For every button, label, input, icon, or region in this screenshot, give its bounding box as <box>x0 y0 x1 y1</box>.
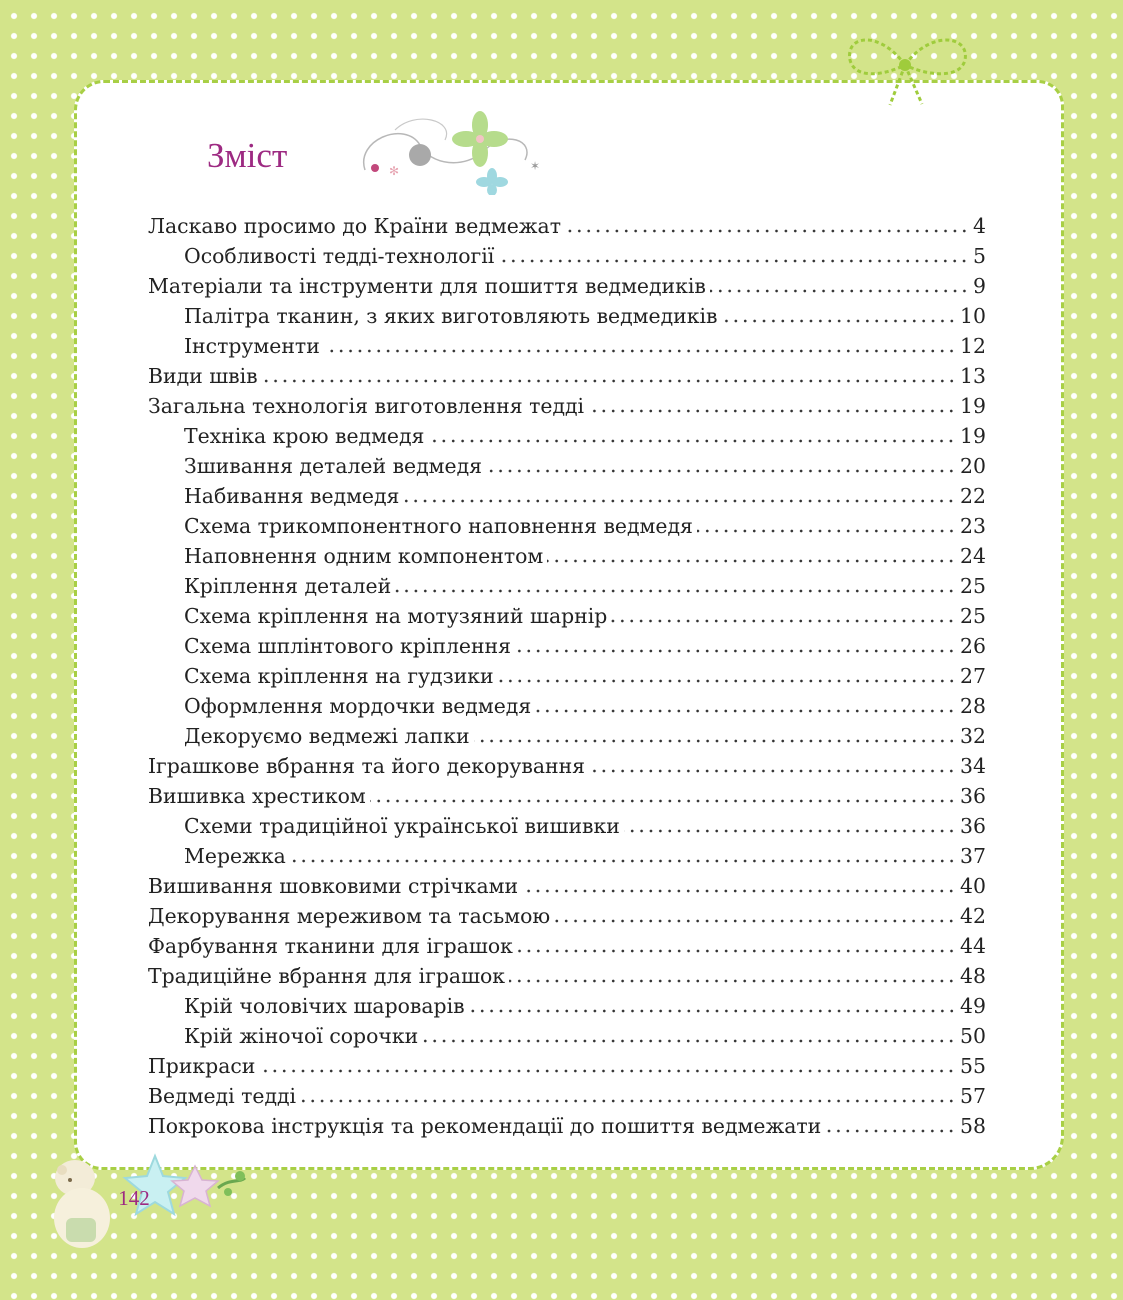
toc-entry-page: 44 <box>960 934 986 958</box>
svg-text:✻: ✻ <box>389 164 400 178</box>
toc-entry-title: Оформлення мордочки ведмедя <box>184 694 532 718</box>
table-of-contents <box>148 211 986 1141</box>
toc-entry-page: 25 <box>960 574 986 598</box>
dot-leader <box>469 1009 956 1013</box>
toc-entry-page: 27 <box>960 664 986 688</box>
toc-entry-page: 32 <box>960 724 986 748</box>
toc-entry-page: 50 <box>960 1024 986 1048</box>
toc-entry-page: 22 <box>960 484 986 508</box>
toc-entry-title: Набивання ведмедя <box>184 484 400 508</box>
toc-entry-title: Крій жіночої сорочки <box>184 1024 419 1048</box>
toc-entry-title: Декоруємо ведмежі лапки <box>184 724 470 748</box>
dot-leader <box>395 589 956 593</box>
dot-leader <box>262 379 956 383</box>
toc-entry-page: 12 <box>960 334 986 358</box>
toc-entry-title: Іграшкове вбрання та його декорування <box>148 754 586 778</box>
toc-entry <box>148 1111 986 1141</box>
dot-leader <box>589 769 956 773</box>
toc-entry-page: 36 <box>960 784 986 808</box>
dot-leader <box>522 889 956 893</box>
toc-entry <box>148 391 986 421</box>
toc-entry <box>148 361 986 391</box>
toc-entry-page: 49 <box>960 994 986 1018</box>
toc-entry <box>148 721 986 751</box>
toc-entry <box>148 481 986 511</box>
toc-entry-page: 5 <box>973 244 986 268</box>
toc-entry <box>148 751 986 781</box>
toc-entry-page: 13 <box>960 364 986 388</box>
toc-entry <box>148 211 986 241</box>
toc-entry-title: Загальна технологія виготовлення тедді <box>148 394 585 418</box>
toc-entry-title: Схема кріплення на гудзики <box>184 664 494 688</box>
toc-entry-page: 26 <box>960 634 986 658</box>
toc-entry-title: Техніка крою ведмедя <box>184 424 425 448</box>
toc-entry-title: Декорування мереживом та тасьмою <box>148 904 551 928</box>
toc-entry-page: 40 <box>960 874 986 898</box>
dot-leader <box>588 409 956 413</box>
toc-entry <box>148 781 986 811</box>
svg-text:✶: ✶ <box>530 159 541 173</box>
toc-entry-title: Матеріали та інструменти для пошиття ведмедиків <box>148 274 706 298</box>
dot-leader <box>509 979 956 983</box>
toc-entry <box>148 1081 986 1111</box>
dot-leader <box>710 289 969 293</box>
toc-entry-page: 19 <box>960 394 986 418</box>
toc-entry <box>148 661 986 691</box>
dot-leader <box>722 319 957 323</box>
dot-leader <box>474 739 956 743</box>
toc-entry <box>148 271 986 301</box>
dot-leader <box>554 919 956 923</box>
toc-entry <box>148 301 986 331</box>
toc-entry <box>148 691 986 721</box>
toc-entry <box>148 451 986 481</box>
toc-entry <box>148 871 986 901</box>
dot-leader <box>370 799 956 803</box>
dot-leader <box>403 499 956 503</box>
toc-entry-title: Інструменти <box>184 334 320 358</box>
dot-leader <box>565 229 969 233</box>
dot-leader <box>624 829 956 833</box>
toc-entry-title: Наповнення одним компонентом <box>184 544 544 568</box>
toc-entry-page: 25 <box>960 604 986 628</box>
toc-entry-title: Вишивка хрестиком <box>148 784 366 808</box>
dot-leader <box>498 679 956 683</box>
toc-entry-title: Схеми традиційної української вишивки <box>184 814 620 838</box>
toc-entry <box>148 241 986 271</box>
toc-entry-page: 24 <box>960 544 986 568</box>
toc-entry-page: 55 <box>960 1054 986 1078</box>
dot-leader <box>324 349 956 353</box>
toc-entry-title: Мережка <box>184 844 286 868</box>
dot-leader <box>611 619 956 623</box>
toc-entry-title: Ласкаво просимо до Країни ведмежат <box>148 214 561 238</box>
toc-entry-page: 20 <box>960 454 986 478</box>
dot-leader <box>825 1129 956 1133</box>
toc-entry <box>148 631 986 661</box>
toc-entry-page: 10 <box>960 304 986 328</box>
toc-entry-title: Вишивання шовковими стрічками <box>148 874 519 898</box>
toc-entry-title: Палітра тканин, з яких виготовляють ведмедиків <box>184 304 718 328</box>
toc-entry-title: Зшивання деталей ведмедя <box>184 454 483 478</box>
toc-entry-page: 9 <box>973 274 986 298</box>
toc-entry-page: 57 <box>960 1084 986 1108</box>
toc-entry-title: Схема шплінтового кріплення <box>184 634 512 658</box>
dot-leader <box>515 649 956 653</box>
dot-leader <box>428 439 956 443</box>
page-number: 142 <box>118 1186 150 1210</box>
toc-entry <box>148 961 986 991</box>
toc-entry <box>148 991 986 1021</box>
toc-entry <box>148 931 986 961</box>
dot-leader <box>517 949 956 953</box>
toc-entry-title: Крій чоловічих шароварів <box>184 994 465 1018</box>
toc-entry-page: 37 <box>960 844 986 868</box>
toc-entry-page: 42 <box>960 904 986 928</box>
toc-entry-page: 34 <box>960 754 986 778</box>
toc-entry <box>148 541 986 571</box>
toc-entry <box>148 841 986 871</box>
toc-entry-title: Традиційне вбрання для іграшок <box>148 964 506 988</box>
toc-entry-title: Види швів <box>148 364 258 388</box>
toc-entry-page: 36 <box>960 814 986 838</box>
toc-entry <box>148 1051 986 1081</box>
toc-entry-page: 4 <box>973 214 986 238</box>
toc-entry-title: Схема трикомпонентного наповнення ведмедя <box>184 514 693 538</box>
toc-entry-title: Особливості тедді-технології <box>184 244 495 268</box>
toc-entry <box>148 601 986 631</box>
toc-entry <box>148 901 986 931</box>
toc-entry-page: 58 <box>960 1114 986 1138</box>
toc-entry-page: 23 <box>960 514 986 538</box>
toc-entry <box>148 331 986 361</box>
toc-entry <box>148 421 986 451</box>
dot-leader <box>259 1069 956 1073</box>
toc-entry <box>148 571 986 601</box>
toc-entry-title: Прикраси <box>148 1054 256 1078</box>
dot-leader <box>547 559 956 563</box>
dot-leader <box>290 859 956 863</box>
dot-leader <box>422 1039 956 1043</box>
toc-entry-title: Схема кріплення на мотузяний шарнір <box>184 604 608 628</box>
toc-entry-title: Покрокова інструкція та рекомендації до пошиття ведмежати <box>148 1114 822 1138</box>
toc-entry-title: Ведмеді тедді <box>148 1084 297 1108</box>
toc-entry-page: 48 <box>960 964 986 988</box>
floral-ornament-icon <box>345 100 555 195</box>
toc-entry <box>148 511 986 541</box>
toc-entry <box>148 811 986 841</box>
toc-entry-page: 28 <box>960 694 986 718</box>
dot-leader <box>535 709 956 713</box>
toc-entry-title: Кріплення деталей <box>184 574 392 598</box>
page-title: Зміст <box>207 136 288 175</box>
ribbon-bow-icon <box>830 20 980 110</box>
toc-entry-title: Фарбування тканини для іграшок <box>148 934 513 958</box>
dot-leader <box>486 469 956 473</box>
toc-entry <box>148 1021 986 1051</box>
toc-entry-page: 19 <box>960 424 986 448</box>
dot-leader <box>498 259 969 263</box>
dot-leader <box>697 529 956 533</box>
dot-leader <box>300 1099 956 1103</box>
